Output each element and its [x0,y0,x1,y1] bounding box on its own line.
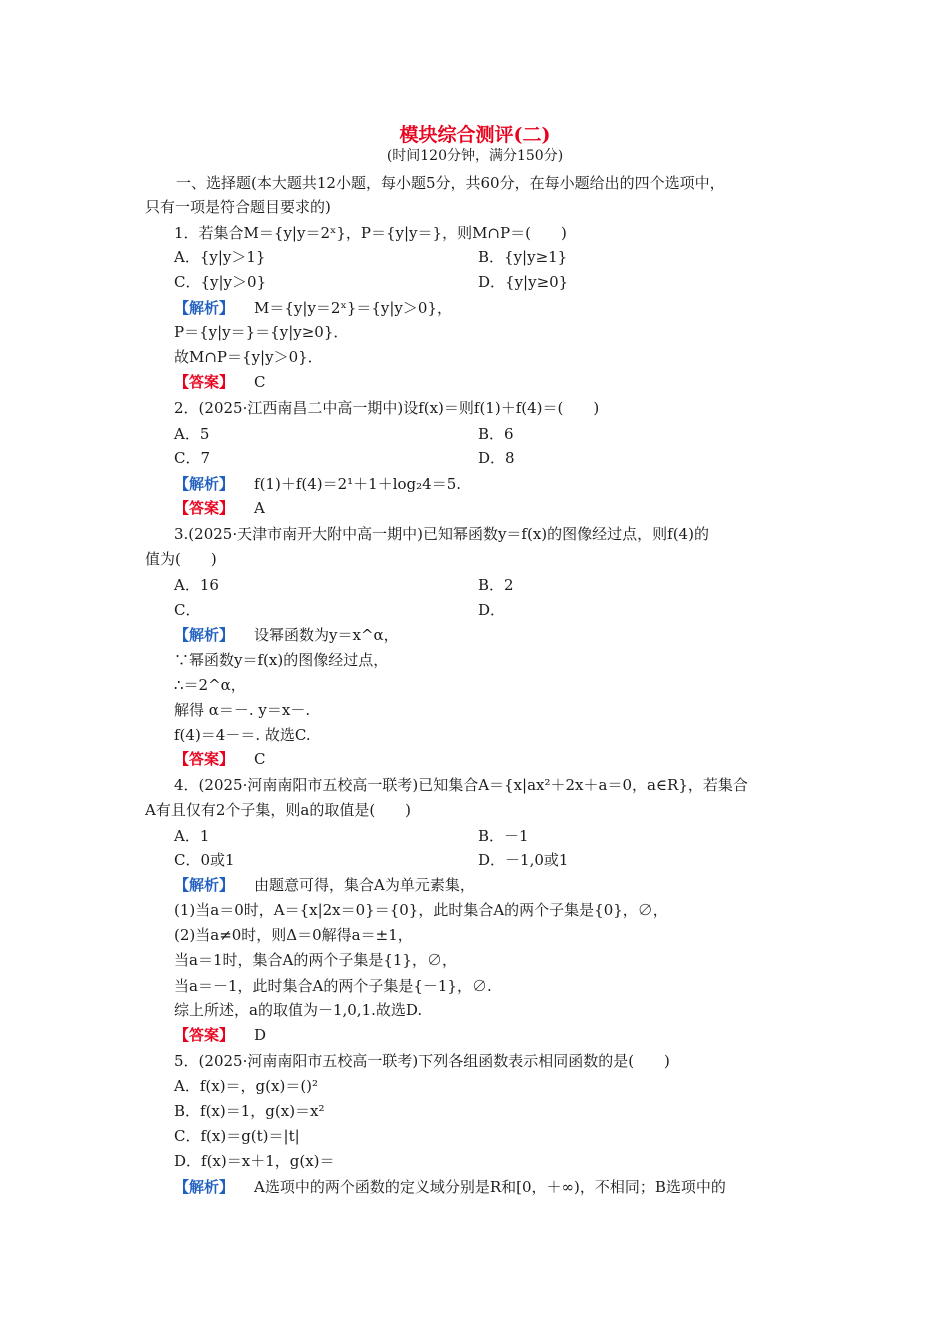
text-line [174,246,265,268]
line-text: ∵幂函数y＝f(x)的图像经过点， [174,651,389,669]
analysis-tag: 【解析】 [174,626,235,644]
line-text: (2)当a≠0时，则Δ＝0解得a＝±1， [174,926,413,944]
line-text: C．{y|y＞0} [174,273,267,291]
line-text: A选项中的两个函数的定义域分别是R和[0，＋∞)，不相同；B选项中的 [254,1178,726,1196]
text-line [145,196,331,218]
text-line [174,999,422,1021]
line-text: C [254,750,266,768]
text-line [478,825,529,847]
line-text: (1)当a＝0时，A＝{x|2x＝0}＝{0}，此时集合A的两个子集是{0}，∅， [174,901,668,919]
line-text: D．8 [478,449,515,467]
line-text: C．0或1 [174,851,235,869]
line-text: 当a＝－1，此时集合A的两个子集是{－1}，∅. [174,977,492,995]
line-text: 一、选择题(本大题共12小题，每小题5分，共60分，在每小题给出的四个选项中， [176,174,725,192]
line-text: 故M∩P＝{y|y＞0}． [174,348,323,366]
text-line [174,447,210,469]
line-text: P＝{y|y＝}＝{y|y≥0}． [174,323,349,341]
text-line [174,975,492,997]
text-line [145,799,411,821]
line-text: D． [478,601,506,619]
text-line [174,899,668,921]
line-text: D．f(x)＝x＋1，g(x)＝ [174,1152,335,1170]
line-text: A．f(x)＝，g(x)＝()² [174,1077,319,1095]
text-line [478,849,568,871]
line-text: A．16 [174,576,219,594]
line-text: M＝{y|y＝2ˣ}＝{y|y＞0}， [254,299,452,317]
line-text: 5．(2025·河南南阳市五校高一联考)下列各组函数表示相同函数的是( ) [174,1052,670,1070]
text-line [478,271,568,293]
answer-line [174,1024,266,1046]
text-line [145,548,217,570]
text-line [174,599,200,621]
text-line [174,825,209,847]
text-line [478,246,567,268]
analysis-line [174,624,399,646]
line-text: C [254,373,266,391]
line-text: B．f(x)＝1，g(x)＝x² [174,1102,325,1120]
text-line [174,574,219,596]
line-text: 3.(2025·天津市南开大附中高一期中)已知幂函数y＝f(x)的图像经过点，则f(4)的 [174,525,709,543]
answer-line [174,371,266,393]
text-line [478,574,514,596]
page-title: 模块综合测评(二) [399,124,551,146]
text-line [174,674,246,696]
analysis-tag: 【解析】 [174,475,235,493]
line-text: D．－1,0或1 [478,851,569,869]
line-text: 解得 α＝－. y＝x－. [174,701,311,719]
analysis-line [174,874,475,896]
text-line [174,774,748,796]
text-line [174,397,599,419]
text-line [478,599,505,621]
line-text: 当a＝1时，集合A的两个子集是{1}，∅， [174,951,457,969]
line-text: 2．(2025·江西南昌二中高一期中)设f(x)＝则f(1)＋f(4)＝( ) [174,399,600,417]
text-line [174,1075,318,1097]
line-text: B．2 [478,576,514,594]
line-text: 值为( ) [145,550,217,568]
line-text: D [254,1026,267,1044]
page-subtitle: (时间120分钟，满分150分) [386,148,564,164]
line-text: B．{y|y≥1} [478,248,568,266]
answer-line [174,748,266,770]
analysis-line [174,297,452,319]
analysis-line [174,473,461,495]
text-line [174,949,457,971]
line-text: 只有一项是符合题目要求的) [145,198,331,216]
line-text: 设幂函数为y＝x^α， [254,626,399,644]
line-text: B．－1 [478,827,529,845]
answer-tag: 【答案】 [174,1026,235,1044]
line-text: A [254,499,265,517]
text-line [174,924,413,946]
analysis-tag: 【解析】 [174,876,235,894]
text-line [174,1125,300,1147]
line-text: ∴＝2^α， [174,676,246,694]
line-text: A有且仅有2个子集，则a的取值是( ) [145,801,412,819]
text-line [174,321,348,343]
analysis-tag: 【解析】 [174,1178,235,1196]
line-text: C．f(x)＝g(t)＝|t| [174,1127,300,1145]
line-text: A．5 [174,425,210,443]
answer-line [174,497,265,519]
analysis-line [174,1176,726,1198]
text-line [174,699,310,721]
line-text: A．1 [174,827,210,845]
text-line [478,447,515,469]
line-text: f(1)＋f(4)＝2¹＋1＋log₂4＝5. [254,475,462,493]
answer-tag: 【答案】 [174,499,235,517]
text-line [174,271,266,293]
text-line [174,1150,335,1172]
line-text: 1．若集合M＝{y|y＝2ˣ}，P＝{y|y＝}，则M∩P＝( ) [174,224,567,242]
line-text: A．{y|y＞1} [174,248,266,266]
analysis-tag: 【解析】 [174,299,235,317]
line-text: 综上所述，a的取值为－1,0,1.故选D. [174,1001,423,1019]
text-line [174,346,323,368]
text-line [174,523,709,545]
line-text: B．6 [478,425,514,443]
text-line [478,423,514,445]
answer-tag: 【答案】 [174,750,235,768]
text-line [174,1050,670,1072]
text-line [174,222,567,244]
line-text: 由题意可得，集合A为单元素集， [254,876,475,894]
text-line [176,172,725,194]
text-line [174,849,235,871]
line-text: 4．(2025·河南南阳市五校高一联考)已知集合A＝{x|ax²＋2x＋a＝0，a∈R}，若集合 [174,776,748,794]
line-text: f(4)＝4－＝. 故选C. [174,726,311,744]
line-text: C． [174,601,201,619]
text-line [174,423,209,445]
line-text: C．7 [174,449,211,467]
text-line [174,724,311,746]
line-text: D．{y|y≥0} [478,273,569,291]
text-line [174,649,388,671]
answer-tag: 【答案】 [174,373,235,391]
text-line [174,1100,325,1122]
